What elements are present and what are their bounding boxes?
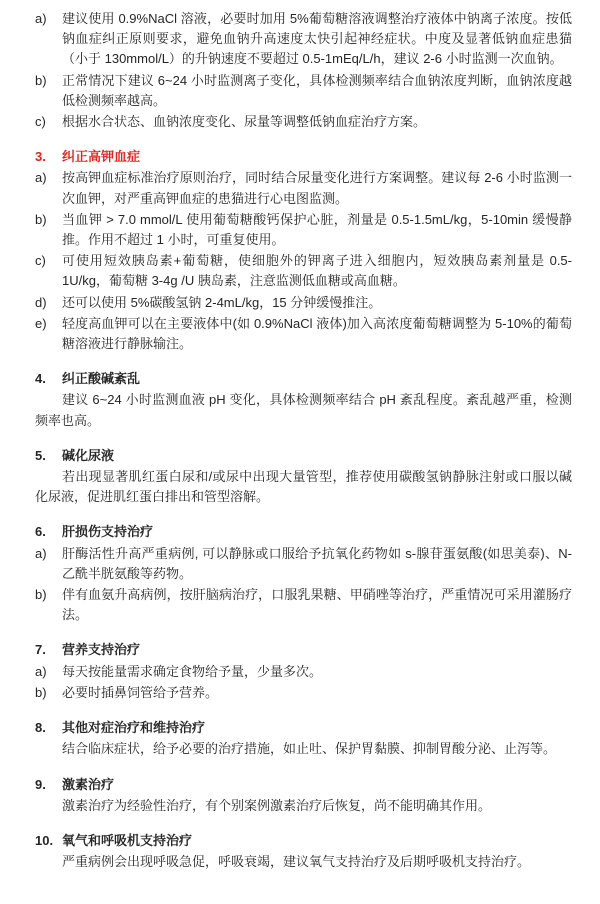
section-heading xyxy=(35,831,600,851)
section-paragraph: 结合临床症状，给予必要的治疗措施，如止吐、保护胃黏膜、抑制胃酸分泌、止泻等。 xyxy=(62,741,557,757)
section-title: 纠正高钾血症 xyxy=(62,149,141,165)
section-title: 纠正酸碱紊乱 xyxy=(62,371,141,387)
item-text: 还可以使用 5%碳酸氢钠 2-4mL/kg，15 分钟缓慢推注。 xyxy=(62,294,382,310)
item-text: 按高钾血症标准治疗原则治疗，同时结合尿量变化进行方案调整。建议每 2-6 小时监测一次血钾，对严重高钾血症的患猫进行心电图监测。 xyxy=(62,170,572,206)
section-heading xyxy=(35,446,600,466)
section-number: 9. xyxy=(35,776,46,792)
list-item xyxy=(35,71,600,111)
section-heading xyxy=(35,775,600,795)
section-liver-support xyxy=(35,522,600,625)
section-number: 5. xyxy=(35,447,46,463)
section-paragraph: 若出现显著肌红蛋白尿和/或尿中出现大量管型，推荐使用碳酸氢钠静脉注射或口服以碱化尿液，促进肌红蛋白排出和管型溶解。 xyxy=(35,469,572,505)
item-text: 可使用短效胰岛素+葡萄糖，使细胞外的钾离子进入细胞内，短效胰岛素剂量是 0.5-1U/kg，葡萄糖 3-4g /U 胰岛素，注意监测低血糖或高血糖。 xyxy=(62,253,572,289)
section-number: 6. xyxy=(35,524,46,540)
section-title: 激素治疗 xyxy=(62,776,115,792)
list-item xyxy=(35,585,600,625)
item-text: 轻度高血钾可以在主要液体中(如 0.9%NaCl 液体)加入高浓度葡萄糖调整为 5-10%的葡萄糖溶液进行静脉输注。 xyxy=(62,315,572,352)
item-label: b) xyxy=(35,684,47,700)
section-number: 3. xyxy=(35,149,46,165)
item-label: b) xyxy=(35,587,47,603)
section-title: 氧气和呼吸机支持治疗 xyxy=(62,832,193,848)
section-oxygen-ventilator-support xyxy=(35,831,600,872)
section-hyponatremia-continued xyxy=(35,9,600,132)
item-label: a) xyxy=(35,545,47,561)
item-text: 每天按能量需求确定食物给予量，少量多次。 xyxy=(62,663,323,679)
section-title: 肝损伤支持治疗 xyxy=(62,524,154,540)
section-symptomatic-maintenance xyxy=(35,718,600,759)
list-item xyxy=(35,314,600,354)
item-text: 正常情况下建议 6~24 小时监测离子变化，具体检测频率结合血钠浓度判断，血钠浓度越低检测频率越高。 xyxy=(62,72,572,108)
section-number: 10. xyxy=(35,832,54,848)
section-heading xyxy=(35,640,600,660)
section-title: 其他对症治疗和维持治疗 xyxy=(62,720,206,736)
item-label: b) xyxy=(35,211,47,227)
section-nutrition-support xyxy=(35,640,600,703)
item-text: 必要时插鼻饲管给予营养。 xyxy=(62,684,219,700)
section-title: 营养支持治疗 xyxy=(62,642,141,658)
item-label: a) xyxy=(35,663,47,679)
section-number: 8. xyxy=(35,720,46,736)
list-item xyxy=(35,112,600,132)
section-hyperkalemia xyxy=(35,147,600,354)
list-item xyxy=(35,210,600,250)
list-item xyxy=(35,293,600,313)
section-urine-alkalinization xyxy=(35,446,600,508)
item-label: c) xyxy=(35,114,46,130)
section-paragraph: 激素治疗为经验性治疗，有个别案例激素治疗后恢复，尚不能明确其作用。 xyxy=(62,797,492,813)
item-label: d) xyxy=(35,294,47,310)
section-number: 4. xyxy=(35,371,46,387)
section-heading xyxy=(35,718,600,738)
item-label: c) xyxy=(35,253,46,269)
list-item xyxy=(35,168,600,208)
item-text: 根据水合状态、血钠浓度变化、尿量等调整低钠血症治疗方案。 xyxy=(62,114,427,130)
item-label: e) xyxy=(35,315,47,331)
section-paragraph: 建议 6~24 小时监测血液 pH 变化，具体检测频率结合 pH 紊乱程度。紊乱越严重，检测频率也高。 xyxy=(35,392,572,428)
item-text: 伴有血氨升高病例，按肝脑病治疗，口服乳果糖、甲硝唑等治疗，严重情况可采用灌肠疗法。 xyxy=(62,587,572,623)
item-text: 建议使用 0.9%NaCl 溶液，必要时加用 5%葡萄糖溶液调整治疗液体中钠离子浓度。按低钠血症纠正原则要求，避免血钠升高速度太快引起神经症状。中度及显著低钠血症患猫（小于 130mmol/L）的升钠速度不要超过 0.5-1mEq/L/h，建议 2-6 小时监测一次血钠。 xyxy=(62,11,572,67)
item-label: a) xyxy=(35,170,47,186)
item-label: b) xyxy=(35,72,47,88)
item-text: 肝酶活性升高严重病例, 可以静脉或口服给予抗氧化药物如 s-腺苷蛋氨酸(如思美泰)、N-乙酰半胱氨酸等药物。 xyxy=(62,545,572,581)
section-heading xyxy=(35,369,600,389)
list-item xyxy=(35,9,600,70)
section-heading xyxy=(35,147,600,167)
section-paragraph: 严重病例会出现呼吸急促，呼吸衰竭，建议氧气支持治疗及后期呼吸机支持治疗。 xyxy=(62,854,531,870)
item-label: a) xyxy=(35,11,47,26)
section-number: 7. xyxy=(35,642,46,658)
list-item xyxy=(35,683,600,703)
item-text: 当血钾 > 7.0 mmol/L 使用葡萄糖酸钙保护心脏，剂量是 0.5-1.5mL/kg，5-10min 缓慢静推。作用不超过 1 小时，可重复使用。 xyxy=(62,211,572,248)
section-heading xyxy=(35,522,600,542)
list-item xyxy=(35,662,600,682)
section-acid-base-correction xyxy=(35,369,600,431)
list-item xyxy=(35,251,600,291)
list-item xyxy=(35,544,600,584)
section-title: 碱化尿液 xyxy=(62,447,115,463)
section-hormone-therapy xyxy=(35,775,600,816)
